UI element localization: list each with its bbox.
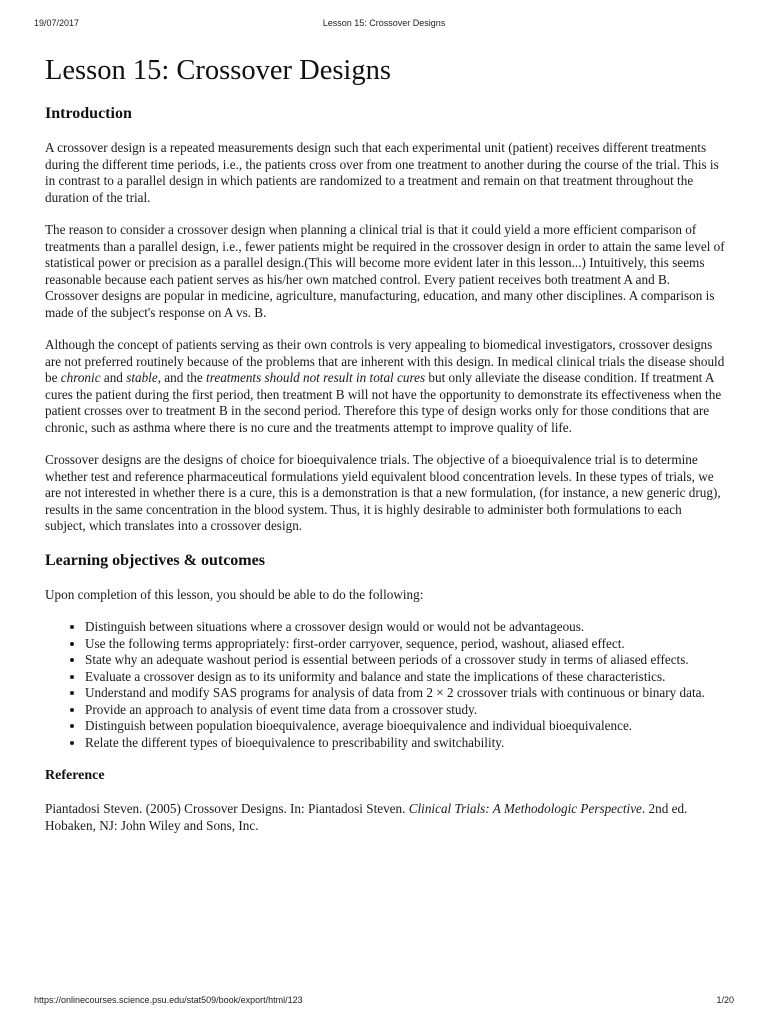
objective-item: • Distinguish between situations where a crossover design would or would not be advantageous. [85,619,725,636]
print-page-number: 1/20 [716,995,734,1005]
reference-section [45,767,725,834]
objective-item: • Provide an approach to analysis of event time data from a crossover study. [85,702,725,719]
learning-intro: Upon completion of this lesson, you should be able to do the following: [45,586,424,602]
learning-objectives-heading: Learning objectives & outcomes [45,551,265,569]
reference-citation [45,801,725,834]
page-title: Lesson 15: Crossover Designs [45,55,391,86]
print-header [0,18,768,30]
text-run: . 2nd ed. Hobaken, NJ: John Wiley and Sons, Inc. [45,801,688,833]
document-body [45,50,725,850]
objective-item: • Understand and modify SAS programs for analysis of data from 2 × 2 crossover trials with continuous or binary data. [85,685,725,702]
objective-item: • Relate the different types of bioequivalence to prescribability and switchability. [85,735,725,752]
text-run: , and the [157,370,207,385]
print-footer [0,995,768,1007]
intro-paragraph-4: Crossover designs are the designs of choice for bioequivalence trials. The objective of a bioequivalence trial is to determine whether test and reference pharmaceutical formulations yield equivalent blood concentration levels. In these types of trials, we are not interested in whether there is a cure, this is a demonstration is that a new formulation, (for instance, a new generic drug), results in the same concentration in the blood system. Thus, it is highly desirable to administer both formulations to each subject, which translates into a crossover design. [45,452,721,533]
introduction-heading: Introduction [45,105,132,122]
emphasis-chronic: chronic [60,370,101,385]
text-run: Although the concept of patients serving as their own controls is very appealing to biomedical investigators, crossover designs are not preferred routinely because of the problems that are inherent with this design. In medical clinical trials the disease should be [45,337,725,385]
intro-paragraph-2: The reason to consider a crossover design when planning a clinical trial is that it could yield a more efficient comparison of treatments than a parallel design, i.e., fewer patients might be required in the crossover design in order to attain the same level of statistical power or precision as a parallel design.(This will become more evident later in this lesson...) Intuitively, this seems reasonable because each patient serves as his/her own matched control. Every patient receives both treatment A and B. Crossover designs are popular in medicine, agriculture, manufacturing, education, and many other disciplines. A comparison is made of the subject's response on A vs. B. [45,222,725,320]
intro-paragraph-3 [45,337,725,436]
objective-item: • Evaluate a crossover design as to its uniformity and balance and state the implications of these characteristics. [85,669,725,686]
reference-heading: Reference [45,768,105,783]
book-title: Clinical Trials: A Methodologic Perspective [408,801,642,816]
intro-paragraph-1: A crossover design is a repeated measurements design such that each experimental unit (patient) receives different treatments during the different time periods, i.e., the patients cross over from one treatment to another during the course of the trial. This is in contrast to a parallel design in which patients are randomized to a treatment and remain on that treatment throughout the duration of the trial. [45,140,719,205]
text-run: Piantadosi Steven. (2005) Crossover Designs. In: Piantadosi Steven. [45,801,409,816]
objective-item: • State why an adequate washout period is essential between periods of a crossover study in terms of aliased effects. [85,652,725,669]
emphasis-no-cures: treatments should not result in total cures [206,370,426,385]
print-date: 19/07/2017 [34,18,80,28]
introduction-section [45,104,725,535]
objective-item: • Use the following terms appropriately: first-order carryover, sequence, period, washout, aliased effect. [85,636,725,653]
objective-item: • Distinguish between population bioequivalence, average bioequivalence and individual bioequivalence. [85,718,725,735]
text-run: and [100,370,127,385]
learning-objectives-section [45,551,725,752]
print-title: Lesson 15: Crossover Designs [322,18,446,28]
text-run: but only alleviate the disease condition. If treatment A cures the patient during the first period, then treatment B will not have the opportunity to demonstrate its effectiveness when the patient crosses over to treatment B in the second period. Therefore this type of design works only for those conditions that are chronic, such as asthma where there is no cure and the treatments attempt to improve quality of life. [45,370,722,435]
print-url: https://onlinecourses.science.psu.edu/stat509/book/export/html/123 [34,995,303,1005]
objectives-list [45,619,725,751]
emphasis-stable: stable [126,370,158,385]
